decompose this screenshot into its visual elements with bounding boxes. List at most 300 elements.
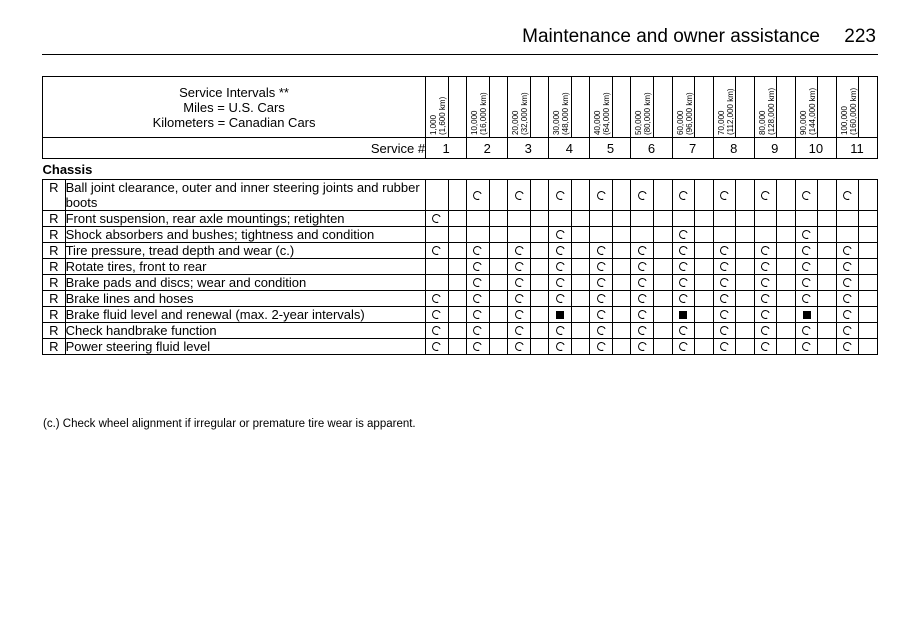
spacer-cell [736, 211, 754, 227]
spacer-cell [489, 227, 507, 243]
spacer-cell [736, 227, 754, 243]
schedule-mark-cell [672, 291, 695, 307]
inspect-circle-icon [760, 341, 772, 353]
inspect-circle-icon [554, 229, 566, 241]
schedule-mark-cell [754, 180, 777, 211]
schedule-mark-cell [713, 323, 736, 339]
spacer-cell [448, 275, 466, 291]
task-description: Ball joint clearance, outer and inner steering joints and rubber boots [65, 180, 426, 211]
spacer-cell [736, 259, 754, 275]
inspect-circle-icon [595, 309, 607, 321]
spacer-cell [859, 339, 878, 355]
schedule-mark-cell [795, 243, 818, 259]
schedule-mark-cell [467, 275, 490, 291]
spacer-cell [818, 211, 836, 227]
inspect-circle-icon [513, 189, 525, 201]
interval-spacer-cell [571, 77, 589, 138]
table-row [43, 227, 878, 243]
spacer-cell [489, 291, 507, 307]
schedule-mark-cell [836, 211, 859, 227]
spacer-cell [859, 211, 878, 227]
inspect-circle-icon [472, 189, 484, 201]
spacer-cell [695, 211, 713, 227]
spacer-cell [489, 307, 507, 323]
schedule-mark-cell [426, 291, 449, 307]
spacer-cell [448, 211, 466, 227]
interval-column-header [672, 77, 695, 138]
spacer-cell [695, 259, 713, 275]
spacer-cell [571, 323, 589, 339]
schedule-mark-cell [795, 323, 818, 339]
interval-spacer-cell [736, 77, 754, 138]
schedule-mark-cell [836, 307, 859, 323]
schedule-mark-cell [672, 180, 695, 211]
schedule-mark-cell [672, 275, 695, 291]
inspect-circle-icon [637, 309, 649, 321]
spacer-cell [489, 339, 507, 355]
schedule-mark-cell [467, 211, 490, 227]
inspect-circle-icon [554, 293, 566, 305]
schedule-mark-cell [713, 259, 736, 275]
spacer-cell [695, 227, 713, 243]
inspect-circle-icon [678, 229, 690, 241]
task-description: Brake lines and hoses [65, 291, 426, 307]
row-code: R [43, 291, 66, 307]
interval-column-header [631, 77, 654, 138]
row-code: R [43, 211, 66, 227]
service-number: 11 [836, 138, 877, 159]
interval-km: (160,000 km) [848, 87, 858, 135]
interval-km: (128,000 km) [766, 87, 776, 135]
interval-miles: 60,000 [675, 110, 685, 135]
schedule-mark-cell [508, 275, 531, 291]
inspect-circle-icon [719, 341, 731, 353]
inspect-circle-icon [760, 293, 772, 305]
spacer-cell [571, 275, 589, 291]
schedule-mark-cell [590, 339, 613, 355]
spacer-cell [654, 291, 672, 307]
spacer-cell [448, 291, 466, 307]
spacer-cell [736, 180, 754, 211]
inspect-circle-icon [513, 277, 525, 289]
schedule-mark-cell [795, 339, 818, 355]
schedule-mark-cell [836, 259, 859, 275]
service-number: 5 [590, 138, 631, 159]
interval-spacer-cell [818, 77, 836, 138]
inspect-circle-icon [637, 341, 649, 353]
schedule-mark-cell [508, 211, 531, 227]
schedule-mark-cell [426, 243, 449, 259]
spacer-cell [654, 275, 672, 291]
schedule-mark-cell [713, 291, 736, 307]
inspect-circle-icon [801, 293, 813, 305]
inspect-circle-icon [678, 325, 690, 337]
task-description: Rotate tires, front to rear [65, 259, 426, 275]
interval-miles: 40,000 [593, 110, 603, 135]
schedule-mark-cell [672, 323, 695, 339]
row-code: R [43, 180, 66, 211]
service-number: 3 [508, 138, 549, 159]
spacer-cell [818, 291, 836, 307]
spacer-cell [818, 307, 836, 323]
spacer-cell [654, 339, 672, 355]
spacer-cell [736, 339, 754, 355]
inspect-circle-icon [431, 293, 443, 305]
service-number: 10 [795, 138, 836, 159]
schedule-mark-cell [672, 243, 695, 259]
schedule-mark-cell [795, 275, 818, 291]
row-code: R [43, 243, 66, 259]
spacer-cell [530, 323, 548, 339]
replace-square-icon [556, 311, 564, 319]
spacer-cell [695, 291, 713, 307]
inspect-circle-icon [595, 325, 607, 337]
schedule-mark-cell [836, 275, 859, 291]
inspect-circle-icon [431, 213, 443, 225]
schedule-mark-cell [631, 307, 654, 323]
spacer-cell [613, 180, 631, 211]
inspect-circle-icon [760, 325, 772, 337]
inspect-circle-icon [678, 341, 690, 353]
row-code: R [43, 227, 66, 243]
inspect-circle-icon [760, 261, 772, 273]
table-row [43, 259, 878, 275]
interval-km: (112,000 km) [725, 88, 735, 135]
interval-miles: 80,000 [757, 110, 767, 135]
schedule-mark-cell [795, 259, 818, 275]
spacer-cell [530, 243, 548, 259]
spacer-cell [613, 227, 631, 243]
interval-column-header [426, 77, 449, 138]
spacer-cell [736, 275, 754, 291]
schedule-mark-cell [467, 259, 490, 275]
schedule-mark-cell [508, 259, 531, 275]
schedule-mark-cell [426, 227, 449, 243]
schedule-mark-cell [508, 227, 531, 243]
schedule-mark-cell [590, 211, 613, 227]
inspect-circle-icon [513, 293, 525, 305]
interval-spacer-cell [613, 77, 631, 138]
task-description: Brake fluid level and renewal (max. 2-year intervals) [65, 307, 426, 323]
inspect-circle-icon [595, 261, 607, 273]
interval-header-line: Kilometers = Canadian Cars [152, 114, 316, 130]
interval-column-header [508, 77, 531, 138]
spacer-cell [571, 259, 589, 275]
inspect-circle-icon [595, 341, 607, 353]
interval-miles: 10,000 [470, 110, 480, 135]
inspect-circle-icon [431, 245, 443, 257]
inspect-circle-icon [431, 341, 443, 353]
interval-spacer-cell [654, 77, 672, 138]
schedule-mark-cell [754, 259, 777, 275]
schedule-mark-cell [754, 323, 777, 339]
schedule-mark-cell [754, 339, 777, 355]
interval-miles: 50,000 [634, 110, 644, 135]
task-description: Shock absorbers and bushes; tightness and condition [65, 227, 426, 243]
inspect-circle-icon [472, 277, 484, 289]
schedule-mark-cell [795, 211, 818, 227]
inspect-circle-icon [719, 245, 731, 257]
spacer-cell [777, 307, 795, 323]
spacer-cell [859, 243, 878, 259]
spacer-cell [695, 307, 713, 323]
spacer-cell [777, 259, 795, 275]
schedule-mark-cell [508, 291, 531, 307]
spacer-cell [777, 227, 795, 243]
inspect-circle-icon [554, 261, 566, 273]
inspect-circle-icon [678, 189, 690, 201]
row-code: R [43, 307, 66, 323]
inspect-circle-icon [719, 261, 731, 273]
inspect-circle-icon [595, 293, 607, 305]
schedule-mark-cell [426, 323, 449, 339]
task-description: Front suspension, rear axle mountings; retighten [65, 211, 426, 227]
inspect-circle-icon [678, 277, 690, 289]
schedule-mark-cell [549, 291, 572, 307]
spacer-cell [818, 227, 836, 243]
inspect-circle-icon [637, 293, 649, 305]
schedule-mark-cell [549, 180, 572, 211]
schedule-mark-cell [795, 227, 818, 243]
inspect-circle-icon [637, 261, 649, 273]
spacer-cell [571, 307, 589, 323]
interval-column-header [590, 77, 613, 138]
page-title: Maintenance and owner assistance [522, 26, 820, 47]
interval-km: (1,600 km) [438, 96, 448, 135]
spacer-cell [818, 323, 836, 339]
spacer-cell [736, 291, 754, 307]
service-number: 1 [426, 138, 467, 159]
interval-column-header [836, 77, 859, 138]
interval-header-line: Service Intervals ** [179, 84, 289, 100]
schedule-mark-cell [467, 180, 490, 211]
schedule-mark-cell [713, 180, 736, 211]
service-number: 7 [672, 138, 713, 159]
interval-km: (32,000 km) [520, 92, 530, 135]
schedule-mark-cell [672, 211, 695, 227]
spacer-cell [818, 259, 836, 275]
inspect-circle-icon [842, 293, 854, 305]
spacer-cell [571, 227, 589, 243]
spacer-cell [448, 180, 466, 211]
schedule-mark-cell [508, 307, 531, 323]
interval-column-header [713, 77, 736, 138]
schedule-mark-cell [631, 323, 654, 339]
inspect-circle-icon [842, 245, 854, 257]
spacer-cell [613, 275, 631, 291]
schedule-mark-cell [795, 291, 818, 307]
spacer-cell [654, 323, 672, 339]
schedule-mark-cell [508, 180, 531, 211]
schedule-mark-cell [836, 323, 859, 339]
spacer-cell [571, 180, 589, 211]
schedule-mark-cell [713, 275, 736, 291]
interval-column-header [467, 77, 490, 138]
spacer-cell [777, 180, 795, 211]
inspect-circle-icon [760, 189, 772, 201]
spacer-cell [530, 307, 548, 323]
table-row [43, 323, 878, 339]
schedule-mark-cell [467, 307, 490, 323]
schedule-mark-cell [426, 180, 449, 211]
row-code: R [43, 259, 66, 275]
schedule-mark-cell [754, 227, 777, 243]
section-heading: Chassis [43, 159, 878, 180]
inspect-circle-icon [842, 261, 854, 273]
spacer-cell [654, 211, 672, 227]
schedule-mark-cell [754, 291, 777, 307]
interval-column-header [549, 77, 572, 138]
schedule-mark-cell [795, 307, 818, 323]
inspect-circle-icon [842, 309, 854, 321]
spacer-cell [859, 323, 878, 339]
schedule-mark-cell [836, 243, 859, 259]
spacer-cell [777, 243, 795, 259]
schedule-mark-cell [467, 243, 490, 259]
spacer-cell [448, 307, 466, 323]
spacer-cell [571, 291, 589, 307]
spacer-cell [859, 307, 878, 323]
spacer-cell [448, 339, 466, 355]
schedule-mark-cell [590, 291, 613, 307]
table-row [43, 180, 878, 211]
schedule-mark-cell [713, 339, 736, 355]
schedule-mark-cell [467, 291, 490, 307]
schedule-mark-cell [795, 180, 818, 211]
schedule-mark-cell [590, 259, 613, 275]
schedule-mark-cell [754, 275, 777, 291]
inspect-circle-icon [637, 189, 649, 201]
task-description: Check handbrake function [65, 323, 426, 339]
service-intervals-header [43, 77, 426, 138]
spacer-cell [859, 275, 878, 291]
inspect-circle-icon [472, 261, 484, 273]
interval-spacer-cell [859, 77, 878, 138]
interval-km: (96,000 km) [684, 92, 694, 135]
task-description: Tire pressure, tread depth and wear (c.) [65, 243, 426, 259]
spacer-cell [777, 339, 795, 355]
schedule-mark-cell [631, 211, 654, 227]
interval-header-line: Miles = U.S. Cars [183, 99, 285, 115]
spacer-cell [530, 227, 548, 243]
service-number: 4 [549, 138, 590, 159]
schedule-mark-cell [467, 339, 490, 355]
spacer-cell [818, 339, 836, 355]
spacer-cell [571, 211, 589, 227]
spacer-cell [654, 227, 672, 243]
schedule-mark-cell [672, 259, 695, 275]
spacer-cell [489, 180, 507, 211]
interval-miles: 30,000 [552, 110, 562, 135]
schedule-mark-cell [467, 227, 490, 243]
schedule-mark-cell [549, 323, 572, 339]
schedule-mark-cell [631, 180, 654, 211]
inspect-circle-icon [472, 293, 484, 305]
spacer-cell [654, 180, 672, 211]
row-code: R [43, 323, 66, 339]
schedule-mark-cell [836, 180, 859, 211]
interval-spacer-cell [448, 77, 466, 138]
interval-column-header [795, 77, 818, 138]
inspect-circle-icon [554, 189, 566, 201]
service-number: 6 [631, 138, 672, 159]
inspect-circle-icon [637, 277, 649, 289]
interval-spacer-cell [489, 77, 507, 138]
schedule-mark-cell [713, 211, 736, 227]
inspect-circle-icon [513, 325, 525, 337]
schedule-mark-cell [549, 307, 572, 323]
inspect-circle-icon [760, 277, 772, 289]
service-number: 8 [713, 138, 754, 159]
spacer-cell [613, 243, 631, 259]
inspect-circle-icon [678, 261, 690, 273]
schedule-mark-cell [590, 180, 613, 211]
inspect-circle-icon [472, 325, 484, 337]
inspect-circle-icon [801, 229, 813, 241]
spacer-cell [695, 243, 713, 259]
schedule-mark-cell [713, 307, 736, 323]
spacer-cell [695, 275, 713, 291]
schedule-mark-cell [754, 243, 777, 259]
spacer-cell [859, 291, 878, 307]
spacer-cell [695, 339, 713, 355]
maintenance-schedule-table [42, 76, 878, 355]
interval-km: (16,000 km) [479, 92, 489, 135]
schedule-mark-cell [426, 259, 449, 275]
spacer-cell [695, 323, 713, 339]
interval-column-header [754, 77, 777, 138]
interval-miles: 1,000 [429, 114, 439, 135]
spacer-cell [736, 307, 754, 323]
interval-km: (48,000 km) [561, 92, 571, 135]
inspect-circle-icon [719, 309, 731, 321]
spacer-cell [777, 275, 795, 291]
interval-km: (64,000 km) [602, 92, 612, 135]
inspect-circle-icon [472, 245, 484, 257]
inspect-circle-icon [801, 325, 813, 337]
inspect-circle-icon [760, 245, 772, 257]
interval-spacer-cell [695, 77, 713, 138]
inspect-circle-icon [595, 189, 607, 201]
replace-square-icon [803, 311, 811, 319]
spacer-cell [530, 180, 548, 211]
inspect-circle-icon [678, 293, 690, 305]
inspect-circle-icon [801, 245, 813, 257]
spacer-cell [613, 339, 631, 355]
spacer-cell [695, 180, 713, 211]
spacer-cell [777, 323, 795, 339]
spacer-cell [777, 291, 795, 307]
table-row [43, 243, 878, 259]
schedule-mark-cell [549, 275, 572, 291]
spacer-cell [654, 243, 672, 259]
interval-miles: 100,000 [839, 106, 849, 135]
inspect-circle-icon [431, 309, 443, 321]
table-row [43, 275, 878, 291]
page-header [42, 24, 878, 55]
schedule-mark-cell [672, 307, 695, 323]
schedule-mark-cell [426, 211, 449, 227]
replace-square-icon [679, 311, 687, 319]
spacer-cell [530, 275, 548, 291]
schedule-mark-cell [549, 243, 572, 259]
schedule-mark-cell [467, 323, 490, 339]
inspect-circle-icon [842, 277, 854, 289]
spacer-cell [448, 243, 466, 259]
schedule-mark-cell [590, 227, 613, 243]
interval-spacer-cell [777, 77, 795, 138]
spacer-cell [859, 180, 878, 211]
